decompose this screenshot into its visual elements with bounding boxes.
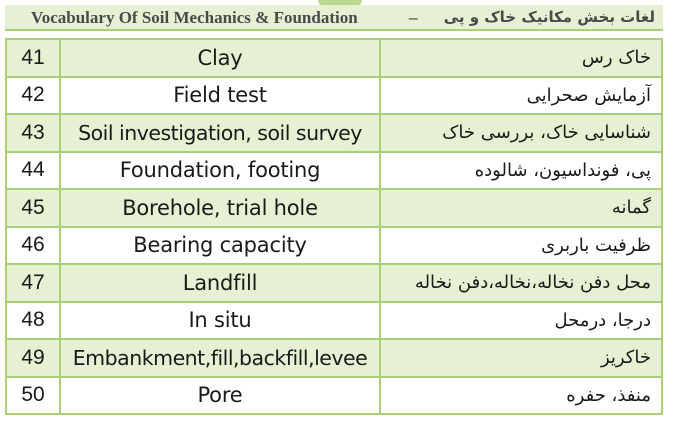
table-row xyxy=(6,114,662,152)
table-row xyxy=(6,189,662,227)
table-row xyxy=(6,264,662,302)
header-title-english: Vocabulary Of Soil Mechanics & Foundation xyxy=(31,8,358,27)
english-term: Clay xyxy=(60,39,380,77)
persian-term: منفذ، حفره xyxy=(380,377,662,415)
english-term: Pore xyxy=(60,377,380,415)
english-term: Landfill xyxy=(60,264,380,302)
persian-term: پی، فونداسیون، شالوده xyxy=(380,152,662,190)
persian-term: محل دفن نخاله،نخاله،دفن نخاله xyxy=(380,264,662,302)
vocabulary-table xyxy=(5,38,663,415)
english-term: In situ xyxy=(60,302,380,340)
english-term: Borehole, trial hole xyxy=(60,189,380,227)
table-row xyxy=(6,227,662,265)
row-number: 49 xyxy=(6,339,60,377)
row-number: 43 xyxy=(6,114,60,152)
row-number: 42 xyxy=(6,77,60,115)
persian-term: گمانه xyxy=(380,189,662,227)
table-row xyxy=(6,377,662,415)
row-number: 50 xyxy=(6,377,60,415)
table-row xyxy=(6,77,662,115)
english-term: Soil investigation, soil survey xyxy=(60,114,380,152)
page-header xyxy=(5,5,663,31)
english-term: Field test xyxy=(60,77,380,115)
persian-term: خاک رس xyxy=(380,39,662,77)
persian-term: درجا، درمحل xyxy=(380,302,662,340)
header-title-persian: لغات بخش مکانیک خاک و پی xyxy=(443,8,655,26)
row-number: 47 xyxy=(6,264,60,302)
table-row xyxy=(6,39,662,77)
english-term: Bearing capacity xyxy=(60,227,380,265)
row-number: 45 xyxy=(6,189,60,227)
english-term: Embankment,fill,backfill,levee xyxy=(60,339,380,377)
header-separator: – xyxy=(409,8,418,27)
row-number: 46 xyxy=(6,227,60,265)
table-row xyxy=(6,152,662,190)
persian-term: آزمایش صحرایی xyxy=(380,77,662,115)
table-row xyxy=(6,339,662,377)
persian-term: شناسایی خاک، بررسی خاک xyxy=(380,114,662,152)
table-row xyxy=(6,302,662,340)
english-term: Foundation, footing xyxy=(60,152,380,190)
row-number: 48 xyxy=(6,302,60,340)
persian-term: ظرفیت باربری xyxy=(380,227,662,265)
row-number: 41 xyxy=(6,39,60,77)
row-number: 44 xyxy=(6,152,60,190)
persian-term: خاکریز xyxy=(380,339,662,377)
